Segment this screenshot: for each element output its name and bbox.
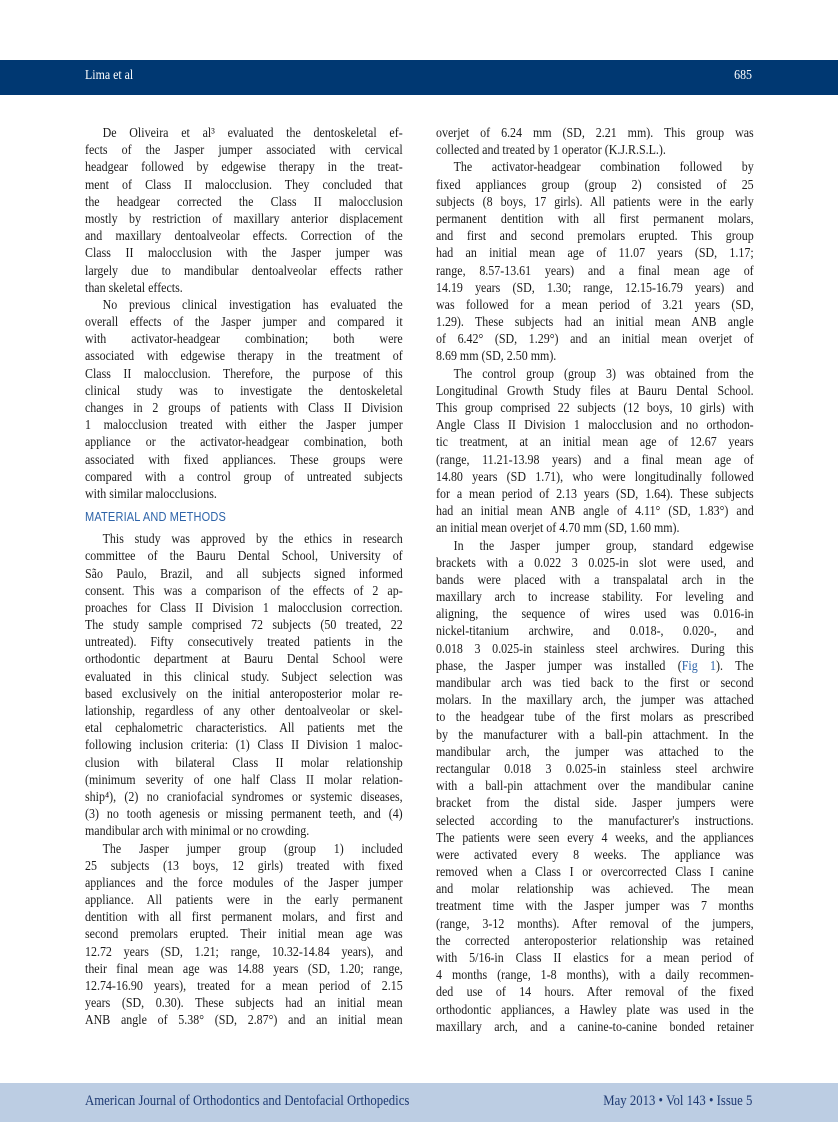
- text-line: collected and treated by 1 operator (K.J.R.S.L.).: [436, 142, 666, 158]
- text-line: 0.018 3 0.025-in stainless steel archwires. During this: [436, 640, 754, 656]
- paragraph: [85, 530, 403, 839]
- text-line: dentition with all first permanent molars, and first and: [85, 909, 403, 925]
- right-column: [436, 124, 754, 1035]
- text-line: by the manufacturer with a ball-pin attachment. In the: [436, 726, 754, 742]
- text-line: permanent dentition with all first permanent molars,: [436, 210, 754, 226]
- text-segment: phase, the Jasper jumper was installed (: [436, 657, 682, 673]
- text-line: 25 subjects (13 boys, 12 girls) treated with fixed: [85, 857, 403, 873]
- text-line: and maxillary dentoalveolar effects. Correction of the: [85, 228, 403, 244]
- text-line: The control group (group 3) was obtained from the: [453, 365, 754, 381]
- text-line: No previous clinical investigation has evaluated the: [102, 296, 403, 312]
- left-column: [85, 124, 403, 1029]
- text-line: committee of the Bauru Dental School, University of: [85, 548, 403, 564]
- text-line: to the headgear tube of the first molars as prescribed: [436, 709, 754, 725]
- text-line: This study was approved by the ethics in research: [102, 531, 403, 547]
- text-line: ANB angle of 5.38° (SD, 2.87°) and an initial mean: [85, 1012, 403, 1028]
- text-line: This group comprised 22 subjects (12 boys, 10 girls) with: [436, 400, 754, 415]
- text-line: [436, 657, 754, 674]
- text-line: associated with edgewise therapy in the treatment of: [85, 348, 403, 364]
- text-line: 12.72 years (SD, 1.21; range, 10.32-14.84 years), and: [85, 943, 403, 959]
- text-line: subjects (8 boys, 17 girls). All patients were in the early: [436, 193, 754, 209]
- running-header: [0, 60, 838, 95]
- paragraph: [85, 840, 403, 1029]
- text-line: clinical study was to investigate the dentoskeletal: [85, 382, 403, 398]
- text-line: with a ball-pin attachment over the mandibular canine: [436, 778, 754, 794]
- text-line: Class II malocclusion. Therefore, the purpose of this: [85, 365, 403, 381]
- text-line: Angle Class II Division 1 malocclusion and no orthodon-: [436, 417, 754, 433]
- text-line: headgear followed by edgewise therapy in the treat-: [85, 159, 403, 175]
- text-line: nickel-titanium archwire, and 0.018-, 0.020-, and: [436, 623, 754, 639]
- text-line: 1.29). These subjects had an initial mean ANB angle: [436, 314, 754, 330]
- text-line: removed when a Class I or overcorrected Class I canine: [436, 864, 754, 880]
- text-line: ment of Class II malocclusion. They concluded that: [85, 176, 403, 192]
- page-number: 685: [734, 68, 752, 83]
- text-line: were activated every 8 weeks. The appliance was: [436, 846, 754, 862]
- text-line: ship⁴), (2) no craniofacial syndromes or systemic diseases,: [85, 788, 403, 804]
- paragraph: [85, 296, 403, 502]
- text-line: following inclusion criteria: (1) Class II Division 1 maloc-: [85, 737, 403, 753]
- text-segment: ). The: [715, 657, 754, 673]
- paragraph: [436, 537, 754, 1035]
- text-line: 12.74-16.90 years), treated for a mean period of 2.15: [85, 978, 403, 993]
- text-line: orthodontic department at Bauru Dental School were: [85, 651, 403, 667]
- text-line: 8.69 mm (SD, 2.50 mm).: [436, 348, 557, 364]
- text-line: maxillary arch, and a canine-to-canine bonded retainer: [436, 1018, 754, 1034]
- text-line: tic treatment, at an initial mean age of 12.67 years: [436, 434, 754, 450]
- text-line: largely due to mandibular dentoalveolar effects rather: [85, 262, 403, 278]
- text-line: second premolars erupted. Their initial mean age was: [85, 926, 403, 942]
- text-line: selected according to the manufacturer's instructions.: [436, 812, 754, 828]
- text-line: brackets with a 0.022 3 0.025-in slot were used, and: [436, 554, 754, 570]
- text-line: was followed for a mean period of 3.21 years (SD,: [436, 296, 754, 312]
- text-line: molars. In the maxillary arch, the jumper was attached: [436, 692, 754, 708]
- text-line: overjet of 6.24 mm (SD, 2.21 mm). This group was: [436, 125, 754, 140]
- text-line: fixed appliances group (group 2) consisted of 25: [436, 176, 754, 192]
- text-line: evaluated in this clinical study. Subject selection was: [85, 668, 403, 684]
- text-line: changes in 2 groups of patients with Class II Division: [85, 400, 403, 415]
- text-line: proaches for Class II Division 1 malocclusion correction.: [85, 599, 403, 615]
- figure-link[interactable]: Fig 1: [681, 657, 716, 673]
- text-line: associated with fixed appliances. These groups were: [85, 451, 403, 467]
- text-line: the corrected anteroposterior relationship was retained: [436, 932, 754, 948]
- text-line: In the Jasper jumper group, standard edgewise: [453, 537, 754, 553]
- text-line: treatment time with the Jasper jumper was 7 months: [436, 898, 754, 914]
- text-line: (3) no tooth agenesis or missing permanent teeth, and (4): [85, 806, 403, 822]
- text-line: The patients were seen every 4 weeks, and the appliances: [436, 829, 754, 845]
- text-line: lationship, regardless of any other dentoalveolar or skel-: [85, 703, 403, 718]
- text-line: De Oliveira et al³ evaluated the dentoskeletal ef-: [102, 125, 403, 140]
- issue-info: May 2013 • Vol 143 • Issue 5: [602, 1093, 752, 1109]
- text-line: mandibular arch with minimal or no crowding.: [85, 823, 310, 839]
- text-line: appliance. All patients were in the early permanent: [85, 892, 403, 908]
- text-line: rectangular 0.018 3 0.025-in stainless steel archwire: [436, 760, 754, 776]
- text-line: mandibular arch, the jumper was attached to the: [436, 743, 754, 759]
- text-line: orthodontic appliances, a Hawley plate was used in the: [436, 1001, 754, 1017]
- text-line: São Paulo, Brazil, and all subjects signed informed: [85, 565, 403, 581]
- paragraph: [436, 365, 754, 537]
- text-line: the headgear corrected the Class II malocclusion: [85, 193, 403, 209]
- paragraph: [436, 124, 754, 158]
- section-heading: MATERIAL AND METHODS: [85, 510, 227, 525]
- text-line: 14.80 years (SD 1.71), who were longitudinally followed: [436, 468, 754, 484]
- text-line: aligning, the sequence of wires used was 0.016-in: [436, 606, 754, 622]
- text-line: fects of the Jasper jumper associated with cervical: [85, 142, 403, 158]
- text-line: 1 malocclusion treated with either the Jasper jumper: [85, 417, 403, 433]
- text-line: for a mean period of 2.13 years (SD, 1.64). These subjects: [436, 485, 754, 501]
- text-line: (range, 3-12 months). After removal of the jumpers,: [436, 915, 754, 931]
- text-line: overall effects of the Jasper jumper and compared it: [85, 314, 403, 330]
- text-line: The study sample comprised 72 subjects (50 treated, 22: [85, 617, 403, 633]
- text-line: (minimum severity of one half Class II molar relation-: [85, 771, 403, 787]
- text-line: (range, 11.21-13.98 years) and a final mean age of: [436, 451, 754, 467]
- text-line: their final mean age was 14.88 years (SD, 1.20; range,: [85, 960, 403, 976]
- text-line: and molar relationship was achieved. The mean: [436, 881, 754, 897]
- text-line: bracket from the distal side. Jasper jumpers were: [436, 795, 754, 811]
- text-line: 4 months (range, 1-8 months), with a daily recommen-: [436, 967, 754, 983]
- text-line: consent. This was a comparison of the effects of 2 ap-: [85, 582, 403, 598]
- text-line: etal cephalometric characteristics. All patients met the: [85, 720, 403, 736]
- paragraph: [436, 158, 754, 364]
- text-line: mostly by restriction of maxillary anterior displacement: [85, 210, 403, 226]
- text-line: Longitudinal Growth Study files at Bauru Dental School.: [436, 382, 754, 398]
- text-line: 14.19 years (SD, 1.30; range, 12.15-16.79 years) and: [436, 279, 754, 295]
- text-line: had an initial mean ANB angle of 4.11° (SD, 1.83°) and: [436, 503, 754, 519]
- text-line: maxillary arch to increase stability. For leveling and: [436, 589, 754, 605]
- text-line: Class II malocclusion with the Jasper jumper was: [85, 245, 403, 261]
- text-line: bands were placed with a transpalatal arch in the: [436, 571, 754, 587]
- text-line: The activator-headgear combination followed by: [453, 159, 754, 175]
- text-line: with 5/16-in Class II elastics for a mean period of: [436, 950, 754, 965]
- text-line: of 6.42° (SD, 1.29°) and an initial mean overjet of: [436, 331, 754, 347]
- text-line: clusion with bilateral Class II molar relationship: [85, 754, 403, 770]
- text-line: years (SD, 0.30). These subjects had an initial mean: [85, 995, 403, 1011]
- text-line: compared with a control group of untreated subjects: [85, 468, 403, 484]
- text-line: with activator-headgear combination; both were: [85, 331, 403, 347]
- text-line: ded use of 14 hours. After removal of the fixed: [436, 984, 754, 1000]
- text-line: untreated). Fifty consecutively treated patients in the: [85, 634, 403, 650]
- text-line: had an initial mean age of 11.07 years (SD, 1.17;: [436, 245, 754, 261]
- text-line: than skeletal effects.: [85, 279, 183, 295]
- text-line: an initial mean overjet of 4.70 mm (SD, 1.60 mm).: [436, 520, 680, 536]
- journal-name: American Journal of Orthodontics and Dentofacial Orthopedics: [85, 1093, 410, 1109]
- text-line: and first and second premolars erupted. This group: [436, 228, 754, 244]
- running-title: Lima et al: [85, 68, 134, 83]
- text-line: with similar malocclusions.: [85, 485, 217, 501]
- text-line: The Jasper jumper group (group 1) included: [102, 840, 403, 856]
- text-line: based exclusively on the initial anteroposterior molar re-: [85, 685, 403, 701]
- text-line: mandibular arch was tied back to the first or second: [436, 675, 754, 690]
- running-footer: [0, 1083, 838, 1122]
- text-line: appliance or the activator-headgear combination, both: [85, 434, 403, 450]
- text-line: range, 8.57-13.61 years) and a final mean age of: [436, 262, 754, 278]
- text-line: appliances and the force modules of the Jasper jumper: [85, 874, 403, 890]
- paragraph: [85, 124, 403, 296]
